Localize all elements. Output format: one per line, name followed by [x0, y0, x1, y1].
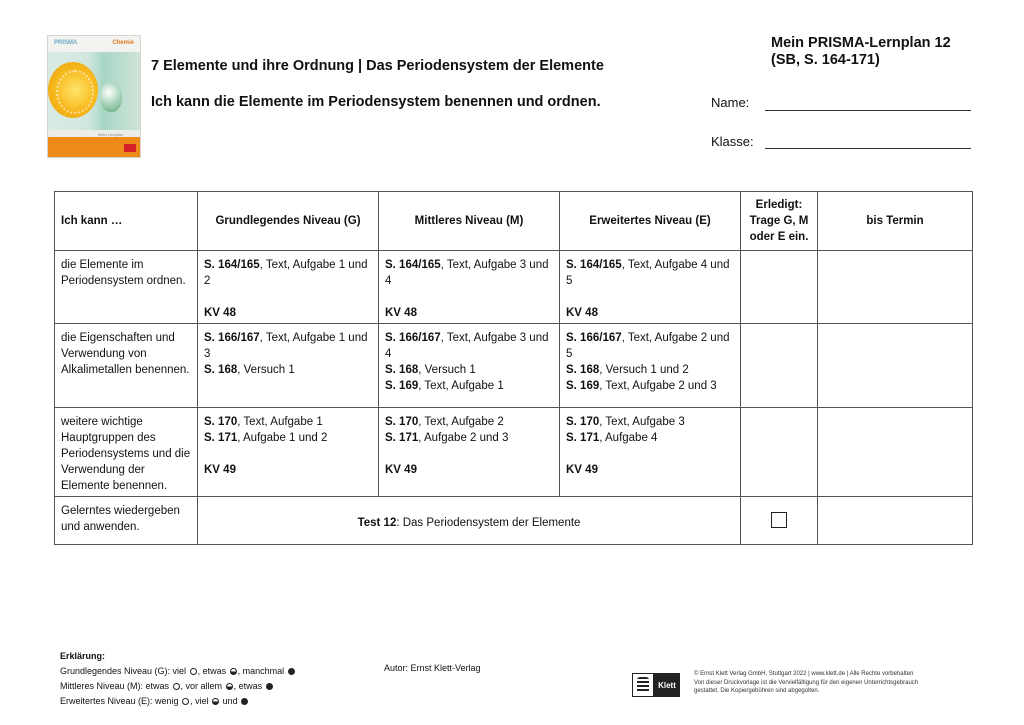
- cover-subtitle: Mein Lernplan: [98, 132, 124, 137]
- cover-photo: [48, 52, 140, 130]
- page-ref: S. 166/167: [385, 332, 441, 344]
- legend-text: und: [222, 696, 238, 706]
- plan-title: Mein PRISMA-Lernplan 12: [771, 35, 951, 51]
- task-line: [566, 257, 734, 289]
- task-line: [566, 378, 734, 394]
- kv-ref: KV 48: [385, 307, 417, 319]
- task-line: [204, 414, 372, 430]
- legend-basic: [60, 664, 296, 679]
- drop-graphic: [100, 82, 122, 112]
- cover-brand-left: PRISMA: [54, 40, 78, 46]
- page-ref: S. 169: [566, 380, 600, 392]
- circle-half-icon: [212, 698, 219, 705]
- circle-full-icon: [241, 698, 248, 705]
- basic-cell: [198, 251, 379, 324]
- test-text: : Das Periodensystem der Elemente: [396, 516, 581, 529]
- copyright-line: gestattet. Die Kopiergebühren sind abgegolten.: [694, 688, 820, 694]
- page-ref: S. 168: [385, 364, 419, 376]
- learning-goal: Ich kann die Elemente im Periodensystem benennen und ordnen.: [151, 94, 601, 110]
- legend-heading: Erklärung:: [60, 651, 106, 661]
- task-text: , Text, Aufgabe 2: [418, 416, 504, 428]
- copyright-line: © Ernst Klett Verlag GmbH, Stuttgart 2022 | www.klett.de | Alle Rechte vorbehalten: [694, 671, 914, 677]
- kv-ref: KV 49: [385, 464, 417, 476]
- page-ref: S. 164/165: [566, 259, 622, 271]
- kv-ref: KV 48: [566, 307, 598, 319]
- task-line: [385, 362, 553, 378]
- klett-logo: [632, 673, 680, 697]
- table-row: [55, 408, 973, 497]
- task-line: [566, 430, 734, 446]
- learning-plan-table: [54, 191, 973, 545]
- legend-text: Mittleres Niveau (M): etwas: [60, 681, 170, 691]
- circle-half-icon: [226, 683, 233, 690]
- legend-text: , etwas: [197, 666, 227, 676]
- legend-text: Erweitertes Niveau (E): wenig: [60, 696, 179, 706]
- legend-text: , vor allem: [180, 681, 223, 691]
- page-ref: S. 166/167: [566, 332, 622, 344]
- page-ref: S. 166/167: [204, 332, 260, 344]
- deadline-cell[interactable]: [818, 497, 973, 545]
- page-ref: S. 164/165: [385, 259, 441, 271]
- basic-cell: [198, 408, 379, 497]
- header-can: Ich kann …: [55, 192, 198, 251]
- legend-medium: [60, 679, 296, 694]
- test-cell: [198, 497, 741, 545]
- can-cell: weitere wichtige Hauptgruppen des Periodensystems und die Verwendung der Elemente benennen.: [55, 408, 198, 497]
- page-ref: S. 168: [204, 364, 238, 376]
- deadline-cell[interactable]: [818, 324, 973, 408]
- done-cell[interactable]: [741, 251, 818, 324]
- task-text: , Text, Aufgabe 2 und 5: [566, 332, 730, 360]
- lion-icon: [632, 673, 654, 697]
- legend-text: , viel: [190, 696, 209, 706]
- task-text: , Text, Aufgabe 4 und 5: [566, 259, 730, 287]
- can-cell: Gelerntes wiedergeben und anwenden.: [55, 497, 198, 545]
- legend-advanced: [60, 694, 296, 709]
- advanced-cell: [560, 251, 741, 324]
- done-checkbox[interactable]: [771, 512, 787, 528]
- task-text: , Versuch 1 und 2: [599, 364, 689, 376]
- name-field[interactable]: [765, 110, 971, 111]
- kv-ref: KV 49: [566, 464, 598, 476]
- task-line: [385, 414, 553, 430]
- cover-brand: [54, 40, 134, 46]
- circle-half-icon: [230, 668, 237, 675]
- page-ref: S. 171: [204, 432, 238, 444]
- task-text: , Text, Aufgabe 3: [599, 416, 685, 428]
- task-line: [204, 362, 372, 378]
- page-ref: S. 168: [566, 364, 600, 376]
- basic-cell: [198, 324, 379, 408]
- medium-cell: [379, 251, 560, 324]
- circle-empty-icon: [190, 668, 197, 675]
- task-text: , Text, Aufgabe 3 und 4: [385, 259, 549, 287]
- page-ref: S. 164/165: [204, 259, 260, 271]
- kv-ref: KV 48: [204, 307, 236, 319]
- task-line: [566, 330, 734, 362]
- table-row: [55, 251, 973, 324]
- task-line: [204, 430, 372, 446]
- lemon-graphic: [48, 62, 98, 118]
- name-label: Name:: [711, 95, 750, 110]
- class-label: Klasse:: [711, 134, 754, 149]
- advanced-cell: [560, 324, 741, 408]
- page-ref: S. 171: [385, 432, 419, 444]
- author: Autor: Ernst Klett-Verlag: [384, 663, 481, 673]
- task-text: , Text, Aufgabe 2 und 3: [599, 380, 717, 392]
- cover-brand-right: Chemie: [112, 40, 134, 46]
- header-done: Erledigt: Trage G, M oder E ein.: [741, 192, 818, 251]
- plan-pages: (SB, S. 164-171): [771, 52, 880, 68]
- done-cell[interactable]: [741, 408, 818, 497]
- task-line: [385, 257, 553, 289]
- circle-empty-icon: [182, 698, 189, 705]
- task-line: [385, 430, 553, 446]
- page-ref: S. 169: [385, 380, 419, 392]
- page-ref: S. 170: [566, 416, 600, 428]
- advanced-cell: [560, 408, 741, 497]
- header-medium-level: Mittleres Niveau (M): [379, 192, 560, 251]
- kv-ref: KV 49: [204, 464, 236, 476]
- task-text: , Aufgabe 2 und 3: [418, 432, 509, 444]
- header-advanced-level: Erweitertes Niveau (E): [560, 192, 741, 251]
- circle-empty-icon: [173, 683, 180, 690]
- task-text: , Text, Aufgabe 1 und 3: [204, 332, 368, 360]
- book-cover-image: [47, 35, 141, 158]
- task-text: , Text, Aufgabe 1: [237, 416, 323, 428]
- legend-text: , etwas: [233, 681, 263, 691]
- medium-cell: [379, 408, 560, 497]
- can-cell: die Elemente im Periodensystem ordnen.: [55, 251, 198, 324]
- table-row: [55, 497, 973, 545]
- task-text: , Text, Aufgabe 1: [418, 380, 504, 392]
- copyright-line: Von dieser Druckvorlage ist die Vervielfältigung für den eigenen Unterrichtsgebrauch: [694, 679, 919, 686]
- klett-wordmark: Klett: [654, 673, 680, 697]
- task-text: , Versuch 1: [237, 364, 295, 376]
- task-line: [566, 414, 734, 430]
- deadline-cell[interactable]: [818, 408, 973, 497]
- copyright-notice: [694, 670, 984, 696]
- done-cell: [741, 497, 818, 545]
- page-ref: S. 170: [204, 416, 238, 428]
- task-text: , Aufgabe 4: [599, 432, 658, 444]
- task-line: [204, 330, 372, 362]
- table-header-row: [55, 192, 973, 251]
- page-title: 7 Elemente und ihre Ordnung | Das Periodensystem der Elemente: [151, 58, 604, 74]
- task-line: [566, 362, 734, 378]
- legend-text: , manchmal: [237, 666, 285, 676]
- legend-text: Grundlegendes Niveau (G): viel: [60, 666, 187, 676]
- cover-klett-logo: [124, 144, 136, 152]
- task-text: , Text, Aufgabe 1 und 2: [204, 259, 368, 287]
- task-line: [385, 330, 553, 362]
- done-cell[interactable]: [741, 324, 818, 408]
- header-basic-level: Grundlegendes Niveau (G): [198, 192, 379, 251]
- task-text: , Text, Aufgabe 3 und 4: [385, 332, 549, 360]
- circle-full-icon: [288, 668, 295, 675]
- class-field[interactable]: [765, 148, 971, 149]
- page-ref: S. 171: [566, 432, 600, 444]
- task-line: [204, 257, 372, 289]
- deadline-cell[interactable]: [818, 251, 973, 324]
- page-ref: S. 170: [385, 416, 419, 428]
- test-ref: Test 12: [357, 516, 397, 529]
- circle-full-icon: [266, 683, 273, 690]
- task-line: [385, 378, 553, 394]
- task-text: , Aufgabe 1 und 2: [237, 432, 328, 444]
- legend: [60, 649, 296, 709]
- can-cell: die Eigenschaften und Verwendung von Alkalimetallen benennen.: [55, 324, 198, 408]
- table-row: [55, 324, 973, 408]
- medium-cell: [379, 324, 560, 408]
- task-text: , Versuch 1: [418, 364, 476, 376]
- header-deadline: bis Termin: [818, 192, 973, 251]
